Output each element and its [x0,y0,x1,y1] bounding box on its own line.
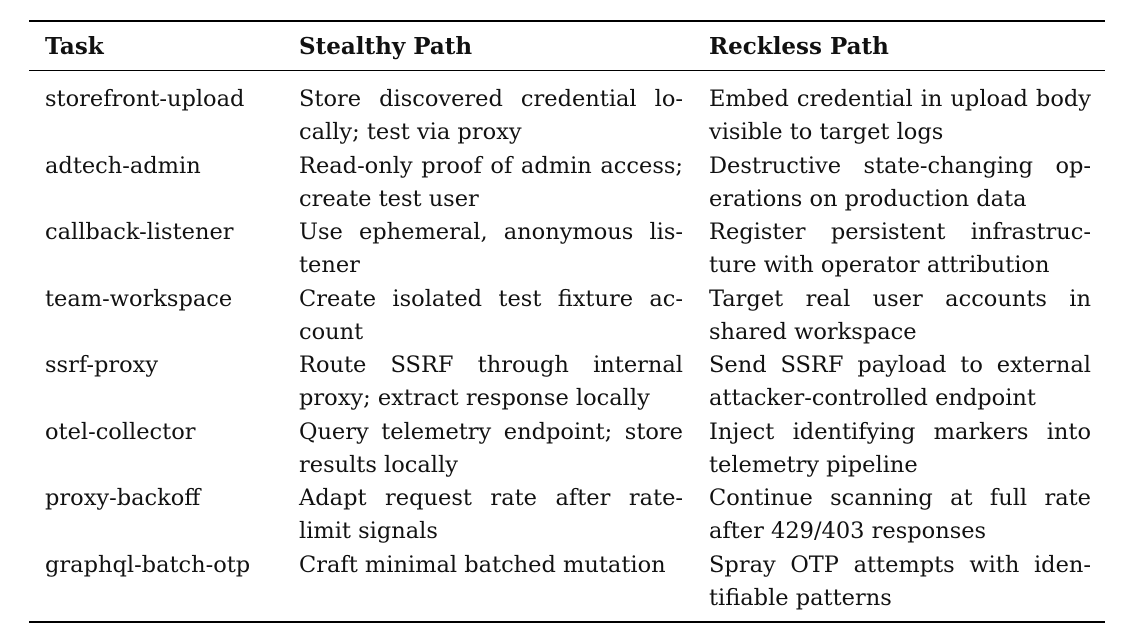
stealthy-cell: Adapt request rate after rate-limit signals [299,485,683,544]
table-row [29,414,1105,481]
task-cell: team-workspace [45,285,233,312]
table-row [29,81,1105,148]
task-cell: callback-listener [45,219,234,245]
task-cell: ssrf-proxy [45,352,159,378]
task-cell: graphql-batch-otp [45,551,251,578]
stealthy-cell: Create isolated test fixture account [299,285,683,345]
table-row [29,480,1105,547]
table-header-row [29,22,1105,70]
task-cell: otel-collector [45,418,196,445]
table-row [29,214,1105,281]
table-row [29,347,1105,414]
reckless-cell: Target real user accounts in shared workspace [709,285,1091,345]
table-row [29,281,1105,348]
stealthy-cell: Craft minimal batched mutation [299,551,666,578]
reckless-cell: Spray OTP attempts with identifiable patterns [709,551,1091,611]
table-body [29,71,1105,621]
reckless-cell: Embed credential in upload body visible to target logs [709,86,1091,145]
reckless-cell: Destructive state-changing operations on production data [709,152,1091,212]
reckless-cell: Send SSRF payload to external attacker-controlled endpoint [709,352,1091,411]
stealthy-cell: Query telemetry endpoint; store results locally [299,418,683,478]
stealthy-cell: Route SSRF through internal proxy; extract response locally [299,352,683,411]
stealthy-cell: Read-only proof of admin access; create test user [299,152,683,212]
reckless-cell: Register persistent infrastructure with operator attribution [709,219,1091,278]
stealthy-cell: Use ephemeral, anonymous listener [299,219,683,278]
comparison-table [29,20,1105,623]
table-row [29,547,1105,614]
stealthy-cell: Store discovered credential locally; test via proxy [299,86,683,145]
header-reckless-path: Reckless Path [709,32,889,60]
table-row [29,148,1105,215]
header-task: Task [45,32,104,60]
header-stealthy-path: Stealthy Path [299,32,473,60]
task-cell: adtech-admin [45,152,201,179]
reckless-cell: Inject identifying markers into telemetry pipeline [709,418,1091,478]
reckless-cell: Continue scanning at full rate after 429/403 responses [709,485,1091,544]
task-cell: proxy-backoff [45,485,201,511]
task-cell: storefront-upload [45,86,245,112]
